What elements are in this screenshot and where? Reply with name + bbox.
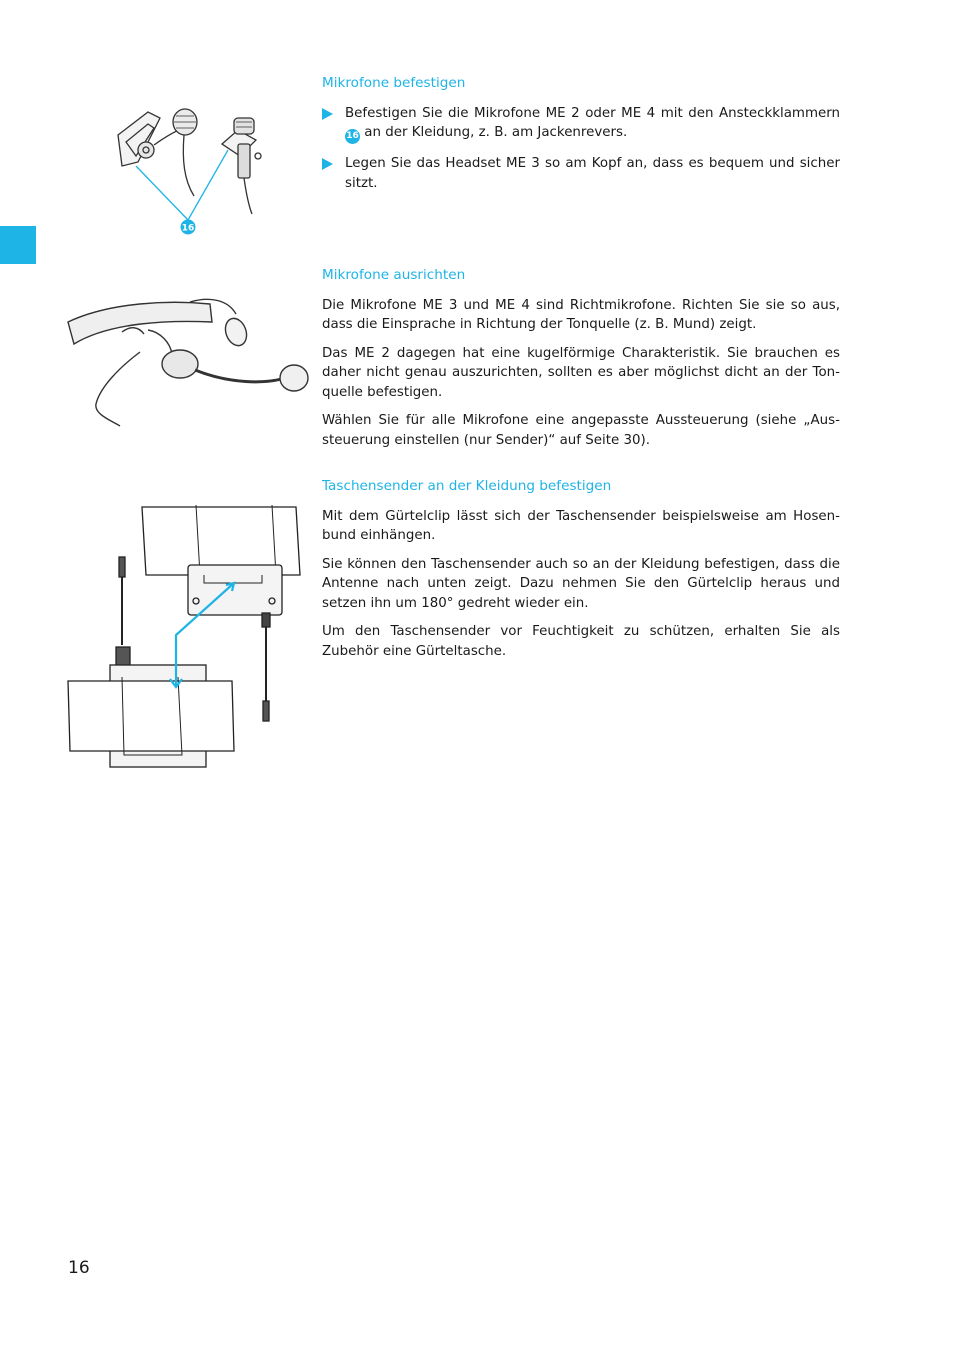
section-heading: Mikrofone befestigen <box>322 75 466 91</box>
pocket-transmitter-illustration <box>66 505 312 770</box>
instruction-bullet <box>322 154 840 193</box>
section-heading: Mikrofone ausrichten <box>322 267 466 283</box>
instruction-bullet <box>322 104 840 145</box>
section-aligning-microphones <box>322 266 840 450</box>
bullet-arrow-icon <box>322 108 333 120</box>
callout-badge: 16 <box>181 223 195 234</box>
bullet-text: Legen Sie das Headset ME 3 so am Kopf an, dass es bequem und sicher sitzt. <box>345 156 840 191</box>
clip-microphones-illustration <box>108 100 268 240</box>
bullet-arrow-icon <box>322 158 333 170</box>
section-mounting-microphones <box>322 74 840 193</box>
bullet-text: Befestigen Sie die Mikrofone ME 2 oder ME 4 mit den Ansteckklammern <box>345 105 840 121</box>
reference-badge: 16 <box>345 129 360 144</box>
body-paragraph: Mit dem Gürtelclip lässt sich der Taschensender beispielsweise am Hosenbund einhängen. <box>322 508 840 543</box>
section-attaching-transmitter <box>322 477 840 661</box>
section-heading: Taschensender an der Kleidung befestigen <box>322 478 612 494</box>
headset-illustration <box>60 292 316 432</box>
body-paragraph: Um den Taschensender vor Feuchtigkeit zu schützen, erhalten Sie als Zubehör eine Gürteltasche. <box>322 624 840 659</box>
body-paragraph: Die Mikrofone ME 3 und ME 4 sind Richtmikrofone. Richten Sie sie so aus, dass die Einsprache in Richtung der Tonquelle (z. B. Mund) zeigt. <box>322 297 840 332</box>
body-paragraph: Sie können den Taschensender auch so an der Kleidung befestigen, dass die Antenne nach unten zeigt. Dazu nehmen Sie den Gürtelclip heraus und setzen ihn um 180° gedreht wieder ein. <box>322 556 840 611</box>
page-number: 16 <box>68 1258 90 1278</box>
body-paragraph: Wählen Sie für alle Mikrofone eine angepasste Aussteuerung (siehe „Aussteuerung einstellen (nur Sender)“ auf Seite 30). <box>322 413 840 448</box>
chapter-tab-marker <box>0 226 36 264</box>
bullet-text-end: an der Kleidung, z. B. am Jackenrevers. <box>360 125 628 140</box>
body-paragraph: Das ME 2 dagegen hat eine kugelförmige Charakteristik. Sie brauchen es daher nicht genau auszurichten, sollten es aber möglichst dicht an der Tonquelle befestigen. <box>322 345 840 400</box>
